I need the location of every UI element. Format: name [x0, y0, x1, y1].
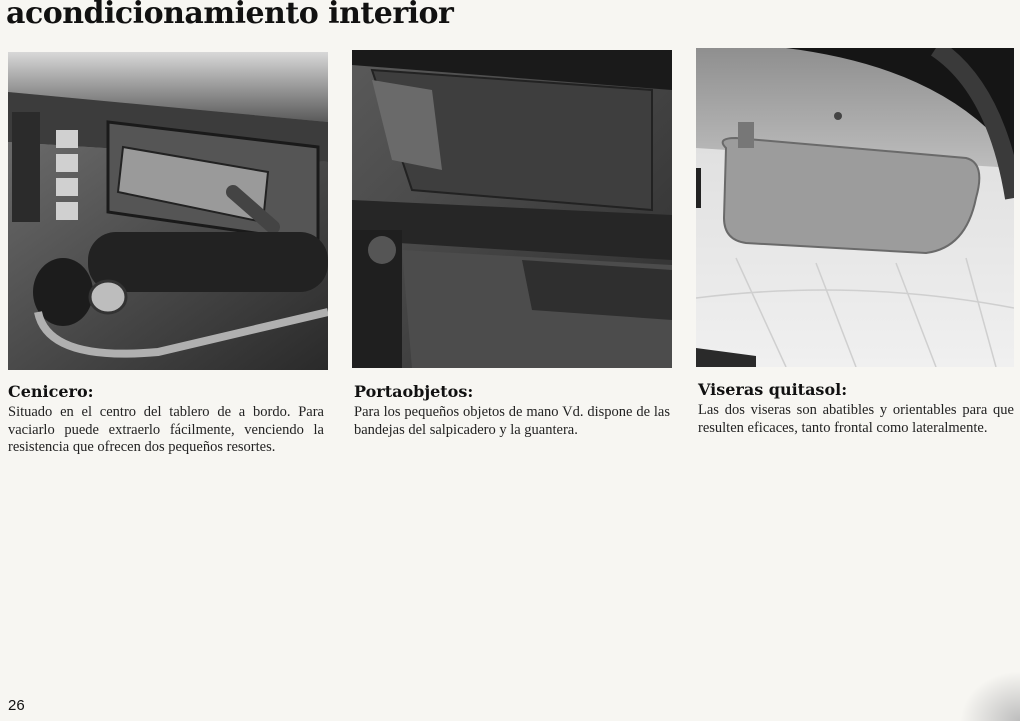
section-body: Las dos viseras son abatibles y orientables para que resulten eficaces, tanto frontal como lateralmente.: [698, 402, 1014, 436]
page-corner-shadow: [960, 671, 1020, 721]
ashtray-section: [8, 382, 324, 457]
page-title: acondicionamiento interior: [6, 0, 454, 31]
ashtray-photo: [8, 52, 328, 370]
sun-visor-photo: [696, 48, 1014, 367]
storage-section: [354, 382, 670, 439]
sun-visor-section: [698, 380, 1014, 437]
storage-compartment-photo: [352, 50, 672, 368]
section-heading: Viseras quitasol:: [698, 380, 848, 399]
page-number: 26: [8, 697, 25, 714]
section-heading: Portaobjetos:: [354, 382, 474, 401]
section-body: Para los pequeños objetos de mano Vd. dispone de las bandejas del salpicadero y la guantera.: [354, 404, 670, 438]
section-heading: Cenicero:: [8, 382, 94, 401]
section-body: Situado en el centro del tablero de a bordo. Para vaciarlo puede extraerlo fácilmente, venciendo la resistencia que ofrecen dos pequeños resortes.: [8, 404, 324, 455]
